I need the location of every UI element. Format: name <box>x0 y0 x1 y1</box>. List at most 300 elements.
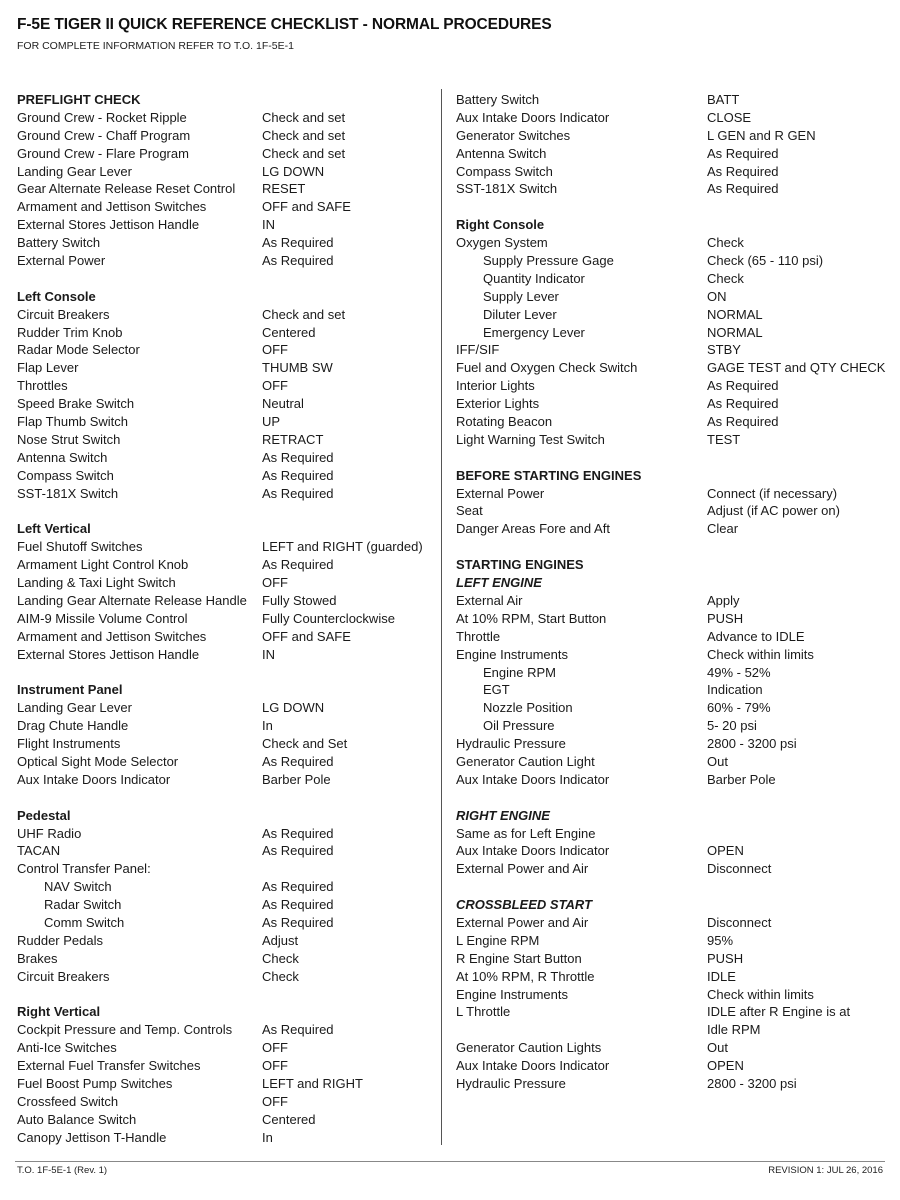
checklist-row <box>456 628 896 646</box>
checklist-row <box>456 932 896 950</box>
checklist-item: External Stores Jettison Handle <box>17 217 200 233</box>
checklist-item: Engine Instruments <box>456 646 569 662</box>
checklist-value: As Required <box>262 897 334 913</box>
checklist-item: Light Warning Test Switch <box>456 431 605 447</box>
checklist-item: Comm Switch <box>44 914 125 930</box>
checklist-value: As Required <box>262 1022 334 1038</box>
checklist-value: Indication <box>707 682 763 698</box>
checklist-item: Landing Gear Alternate Release Handle <box>17 592 247 608</box>
checklist-value: As Required <box>707 414 779 430</box>
checklist-value: PUSH <box>707 610 744 626</box>
checklist-item: Aux Intake Doors Indicator <box>456 109 610 125</box>
checklist-row <box>456 681 896 699</box>
checklist-row <box>456 753 896 771</box>
checklist-value: BATT <box>707 92 740 107</box>
checklist-row <box>456 735 896 753</box>
checklist-value: Neutral <box>262 396 304 412</box>
checklist-section-continued <box>456 91 896 198</box>
checklist-value: OFF <box>262 1040 288 1056</box>
subsection-heading: RIGHT ENGINE <box>456 807 550 823</box>
checklist-value: OFF and SAFE <box>262 199 351 215</box>
checklist-item: TACAN <box>17 843 61 859</box>
checklist-value: Check and set <box>262 145 346 161</box>
checklist-row <box>17 431 437 449</box>
checklist-value: 5- 20 psi <box>707 718 757 734</box>
checklist-item: Rudder Trim Knob <box>17 324 123 340</box>
checklist-item: Oil Pressure <box>483 718 555 734</box>
checklist-row <box>456 986 896 1004</box>
checklist-value: TEST <box>707 431 741 447</box>
checklist-row <box>456 145 896 163</box>
checklist-row <box>17 610 437 628</box>
checklist-value: IN <box>262 646 275 662</box>
checklist-row <box>17 216 437 234</box>
section-heading: BEFORE STARTING ENGINES <box>456 467 642 483</box>
checklist-item: Engine Instruments <box>456 986 569 1002</box>
checklist-row <box>17 1021 437 1039</box>
checklist-value: As Required <box>262 825 334 841</box>
checklist-value: LG DOWN <box>262 163 325 179</box>
checklist-value: 2800 - 3200 psi <box>707 1076 797 1091</box>
document-title: F-5E TIGER II QUICK REFERENCE CHECKLIST - NORMAL PROCEDURES <box>17 16 552 33</box>
checklist-item: Aux Intake Doors Indicator <box>456 843 610 859</box>
checklist-item: Landing Gear Lever <box>17 163 132 179</box>
checklist-row <box>17 825 437 843</box>
checklist-value: OPEN <box>707 1058 744 1074</box>
checklist-row <box>17 735 437 753</box>
section-heading: PREFLIGHT CHECK <box>17 92 141 107</box>
checklist-value: As Required <box>707 181 779 197</box>
checklist-item: Interior Lights <box>456 378 535 394</box>
checklist-item: Danger Areas Fore and Aft <box>456 521 610 537</box>
checklist-section <box>17 91 437 270</box>
checklist-item: Same as for Left Engine <box>456 825 596 841</box>
checklist-row <box>456 270 896 288</box>
checklist-row <box>17 359 437 377</box>
checklist-item: Antenna Switch <box>17 449 108 465</box>
checklist-value: As Required <box>262 485 334 501</box>
checklist-item: SST-181X Switch <box>17 485 119 501</box>
checklist-value: As Required <box>707 145 779 161</box>
checklist-item: Exterior Lights <box>456 396 540 412</box>
checklist-value: 95% <box>707 932 734 948</box>
checklist-value: As Required <box>707 396 779 412</box>
checklist-row <box>456 306 896 324</box>
checklist-item: IFF/SIF <box>456 342 500 358</box>
checklist-value: Check and set <box>262 109 346 125</box>
checklist-value: Check <box>262 950 299 966</box>
checklist-value: Disconnect <box>707 914 772 930</box>
checklist-row <box>17 252 437 270</box>
checklist-row <box>17 198 437 216</box>
checklist-item: Compass Switch <box>17 467 114 483</box>
section-heading: Right Console <box>456 217 545 233</box>
checklist-section <box>456 807 896 879</box>
checklist-row <box>456 109 896 127</box>
checklist-value: Check <box>707 235 744 251</box>
checklist-value: UP <box>262 414 281 430</box>
checklist-row <box>456 592 896 610</box>
checklist-section <box>17 681 437 788</box>
footer-revision-date: REVISION 1: JUL 26, 2016 <box>768 1165 883 1176</box>
checklist-row <box>17 878 437 896</box>
checklist-value: Check within limits <box>707 986 814 1002</box>
checklist-section <box>456 556 896 789</box>
checklist-row <box>456 359 896 377</box>
checklist-value: OFF <box>262 378 288 394</box>
checklist-value: ON <box>707 288 727 304</box>
checklist-item: EGT <box>483 682 510 698</box>
checklist-item: External Fuel Transfer Switches <box>17 1058 201 1074</box>
checklist-item: Cockpit Pressure and Temp. Controls <box>17 1022 233 1038</box>
checklist-value: As Required <box>707 163 779 179</box>
checklist-row <box>456 968 896 986</box>
section-heading: Left Console <box>17 288 96 304</box>
checklist-value: As Required <box>262 753 334 769</box>
checklist-row <box>456 127 896 145</box>
checklist-item: Throttles <box>17 378 68 394</box>
checklist-value: Barber Pole <box>262 771 331 787</box>
checklist-item: L Engine RPM <box>456 932 540 948</box>
checklist-row <box>456 1039 896 1057</box>
checklist-row <box>456 288 896 306</box>
checklist-row <box>17 145 437 163</box>
checklist-section <box>456 216 896 449</box>
checklist-row <box>456 771 896 789</box>
checklist-value: Out <box>707 1040 728 1056</box>
checklist-item: Fuel Shutoff Switches <box>17 539 143 555</box>
checklist-value: IDLE <box>707 968 736 984</box>
checklist-item: NAV Switch <box>44 879 112 895</box>
checklist-row <box>456 825 896 843</box>
checklist-row <box>17 771 437 789</box>
checklist-row <box>17 699 437 717</box>
checklist-value: Check (65 - 110 psi) <box>707 253 824 269</box>
section-heading: Instrument Panel <box>17 682 123 698</box>
checklist-section <box>456 896 896 1093</box>
checklist-item: Ground Crew - Rocket Ripple <box>17 109 187 125</box>
checklist-row <box>456 1057 896 1075</box>
checklist-item: Engine RPM <box>483 664 556 680</box>
checklist-value: Connect (if necessary) <box>707 485 838 501</box>
checklist-item: Supply Lever <box>483 288 559 304</box>
checklist-value: As Required <box>707 378 779 394</box>
checklist-item: L Throttle <box>456 1004 511 1020</box>
checklist-value: Check and Set <box>262 736 348 752</box>
checklist-item: Armament Light Control Knob <box>17 557 189 573</box>
checklist-item: External Power and Air <box>456 861 589 877</box>
checklist-row <box>17 395 437 413</box>
checklist-row <box>456 180 896 198</box>
checklist-item: Antenna Switch <box>456 145 547 161</box>
checklist-value: Check <box>707 270 744 286</box>
checklist-item: Radar Mode Selector <box>17 342 140 358</box>
checklist-value: As Required <box>262 253 334 269</box>
checklist-value: OFF and SAFE <box>262 628 351 644</box>
checklist-item: Landing & Taxi Light Switch <box>17 575 176 591</box>
checklist-row <box>17 234 437 252</box>
checklist-row <box>17 341 437 359</box>
checklist-value: OFF <box>262 575 288 591</box>
checklist-row <box>456 324 896 342</box>
checklist-value: As Required <box>262 914 334 930</box>
document-subtitle: FOR COMPLETE INFORMATION REFER TO T.O. 1F-5E-1 <box>17 40 294 52</box>
checklist-value: As Required <box>262 467 334 483</box>
checklist-row <box>17 1129 437 1147</box>
checklist-item: SST-181X Switch <box>456 181 558 197</box>
checklist-value: Out <box>707 753 728 769</box>
checklist-value: In <box>262 718 273 734</box>
checklist-row <box>456 1075 896 1093</box>
checklist-row <box>456 234 896 252</box>
checklist-item: Diluter Lever <box>483 306 557 322</box>
checklist-row <box>456 431 896 449</box>
checklist-value <box>262 860 437 878</box>
checklist-item: Drag Chute Handle <box>17 718 129 734</box>
checklist-value: Fully Counterclockwise <box>262 610 395 626</box>
checklist-row <box>456 950 896 968</box>
checklist-row <box>17 306 437 324</box>
checklist-item: Aux Intake Doors Indicator <box>456 771 610 787</box>
checklist-value: As Required <box>262 879 334 895</box>
checklist-row <box>17 1093 437 1111</box>
checklist-item: Flight Instruments <box>17 736 121 752</box>
checklist-item: Compass Switch <box>456 163 553 179</box>
checklist-row <box>456 664 896 682</box>
checklist-value: Adjust (if AC power on) <box>707 503 840 519</box>
checklist-row <box>17 556 437 574</box>
checklist-item: Quantity Indicator <box>483 270 585 286</box>
checklist-item: Rotating Beacon <box>456 414 553 430</box>
checklist-row <box>456 502 896 520</box>
checklist-item: Circuit Breakers <box>17 968 110 984</box>
checklist-item: Battery Switch <box>456 92 540 107</box>
checklist-row <box>17 860 437 878</box>
checklist-value: OFF <box>262 1093 288 1109</box>
checklist-item: Nozzle Position <box>483 700 573 716</box>
checklist-item: At 10% RPM, R Throttle <box>456 968 595 984</box>
checklist-value: LEFT and RIGHT (guarded) <box>262 539 423 555</box>
checklist-value: STBY <box>707 342 741 358</box>
checklist-row <box>17 449 437 467</box>
subsection-heading: LEFT ENGINE <box>456 575 542 591</box>
checklist-row <box>17 127 437 145</box>
checklist-row <box>456 646 896 664</box>
checklist-item: External Air <box>456 592 523 608</box>
checklist-item: Supply Pressure Gage <box>483 253 614 269</box>
checklist-value: Centered <box>262 1111 316 1127</box>
checklist-value: As Required <box>262 557 334 573</box>
checklist-row <box>456 485 896 503</box>
subsection-heading: CROSSBLEED START <box>456 897 593 913</box>
checklist-row <box>17 1111 437 1129</box>
checklist-value: Apply <box>707 592 740 608</box>
checklist-value: As Required <box>262 235 334 251</box>
checklist-value: As Required <box>262 843 334 859</box>
checklist-row <box>17 753 437 771</box>
checklist-row <box>17 842 437 860</box>
left-column <box>17 91 437 1164</box>
checklist-value: GAGE TEST and QTY CHECK <box>707 360 886 376</box>
checklist-value: NORMAL <box>707 306 763 322</box>
checklist-value: PUSH <box>707 950 744 966</box>
checklist-row <box>456 163 896 181</box>
checklist-row <box>456 395 896 413</box>
checklist-item: At 10% RPM, Start Button <box>456 610 607 626</box>
checklist-item: Generator Caution Lights <box>456 1040 602 1056</box>
checklist-row <box>17 592 437 610</box>
checklist-row <box>17 485 437 503</box>
checklist-item: Canopy Jettison T-Handle <box>17 1129 167 1145</box>
checklist-value: Advance to IDLE <box>707 628 805 644</box>
checklist-item: Landing Gear Lever <box>17 700 132 716</box>
checklist-row <box>456 699 896 717</box>
checklist-value: Clear <box>707 521 739 537</box>
checklist-item: Generator Caution Light <box>456 753 595 769</box>
checklist-item: External Power and Air <box>456 914 589 930</box>
checklist-row <box>17 109 437 127</box>
checklist-row <box>17 538 437 556</box>
checklist-row <box>17 628 437 646</box>
checklist-row <box>17 932 437 950</box>
checklist-value: Check and set <box>262 306 346 322</box>
checklist-item: Fuel and Oxygen Check Switch <box>456 360 638 376</box>
checklist-value: RETRACT <box>262 431 324 447</box>
checklist-item: Brakes <box>17 950 58 966</box>
checklist-row <box>17 574 437 592</box>
checklist-value: CLOSE <box>707 109 752 125</box>
column-divider <box>441 89 442 1145</box>
checklist-value: IDLE after R Engine is at Idle RPM <box>707 1004 851 1038</box>
checklist-item: Armament and Jettison Switches <box>17 199 207 215</box>
checklist-row <box>456 341 896 359</box>
checklist-value: THUMB SW <box>262 360 333 376</box>
checklist-value: L GEN and R GEN <box>707 127 816 143</box>
checklist-item: External Power <box>17 253 106 269</box>
checklist-row <box>17 1075 437 1093</box>
checklist-item: Control Transfer Panel: <box>17 861 151 877</box>
checklist-row <box>456 914 896 932</box>
checklist-item: Battery Switch <box>17 235 101 251</box>
checklist-item: Throttle <box>456 628 501 644</box>
checklist-item: Ground Crew - Chaff Program <box>17 127 191 143</box>
checklist-item: Gear Alternate Release Reset Control <box>17 181 236 197</box>
checklist-value: Check and set <box>262 127 346 143</box>
checklist-value: Barber Pole <box>707 771 776 787</box>
checklist-value: Adjust <box>262 932 299 948</box>
checklist-value: 49% - 52% <box>707 664 771 680</box>
checklist-item: Hydraulic Pressure <box>456 736 566 752</box>
checklist-section <box>17 288 437 503</box>
section-heading: Pedestal <box>17 807 71 823</box>
checklist-item: Flap Thumb Switch <box>17 414 129 430</box>
checklist-item: Emergency Lever <box>483 324 585 340</box>
checklist-value: NORMAL <box>707 324 763 340</box>
checklist-value: RESET <box>262 181 306 197</box>
checklist-item: R Engine Start Button <box>456 950 582 966</box>
section-heading: Left Vertical <box>17 521 91 537</box>
checklist-row <box>17 968 437 986</box>
checklist-row <box>17 377 437 395</box>
checklist-row <box>456 860 896 878</box>
checklist-item: UHF Radio <box>17 825 82 841</box>
checklist-row <box>17 180 437 198</box>
checklist-row <box>17 467 437 485</box>
checklist-item: Aux Intake Doors Indicator <box>17 771 171 787</box>
checklist-item: Armament and Jettison Switches <box>17 628 207 644</box>
checklist-item: External Power <box>456 485 545 501</box>
checklist-row <box>17 163 437 181</box>
section-heading: Right Vertical <box>17 1004 101 1020</box>
checklist-item: External Stores Jettison Handle <box>17 646 200 662</box>
checklist-item: Oxygen System <box>456 235 548 251</box>
checklist-value: As Required <box>262 449 334 465</box>
checklist-row <box>17 324 437 342</box>
checklist-row <box>17 646 437 664</box>
checklist-item: Ground Crew - Flare Program <box>17 145 189 161</box>
checklist-item: Aux Intake Doors Indicator <box>456 1058 610 1074</box>
checklist-item: Rudder Pedals <box>17 932 103 948</box>
checklist-item: Seat <box>456 503 483 519</box>
right-column <box>456 91 896 1111</box>
checklist-row <box>17 1039 437 1057</box>
checklist-value: OFF <box>262 342 288 358</box>
checklist-row <box>17 717 437 735</box>
checklist-item: Radar Switch <box>44 897 122 913</box>
checklist-value <box>707 825 896 843</box>
checklist-value: Check <box>262 968 299 984</box>
checklist-section <box>17 520 437 663</box>
checklist-row <box>456 717 896 735</box>
checklist-row <box>17 914 437 932</box>
checklist-item: Anti-Ice Switches <box>17 1040 117 1056</box>
checklist-row <box>456 842 896 860</box>
checklist-item: AIM-9 Missile Volume Control <box>17 610 188 626</box>
checklist-section <box>17 807 437 986</box>
checklist-row <box>456 252 896 270</box>
checklist-row <box>456 377 896 395</box>
checklist-item: Optical Sight Mode Selector <box>17 753 179 769</box>
section-heading: STARTING ENGINES <box>456 557 584 573</box>
checklist-row <box>456 610 896 628</box>
checklist-row <box>456 1003 896 1039</box>
checklist-value: 2800 - 3200 psi <box>707 736 797 752</box>
footer-document-number: T.O. 1F-5E-1 (Rev. 1) <box>17 1165 108 1176</box>
checklist-value: IN <box>262 217 275 233</box>
checklist-value: In <box>262 1129 273 1145</box>
checklist-value: LG DOWN <box>262 700 325 716</box>
checklist-value: OFF <box>262 1058 288 1074</box>
checklist-item: Circuit Breakers <box>17 306 110 322</box>
checklist-row <box>17 1057 437 1075</box>
checklist-row <box>17 413 437 431</box>
checklist-item: Fuel Boost Pump Switches <box>17 1075 173 1091</box>
checklist-item: Hydraulic Pressure <box>456 1076 566 1091</box>
checklist-item: Generator Switches <box>456 127 571 143</box>
checklist-row <box>17 896 437 914</box>
checklist-item: Auto Balance Switch <box>17 1111 137 1127</box>
footer-rule <box>15 1161 885 1162</box>
checklist-row <box>456 91 896 109</box>
checklist-item: Crossfeed Switch <box>17 1093 119 1109</box>
checklist-value: Check within limits <box>707 646 814 662</box>
checklist-value: 60% - 79% <box>707 700 771 716</box>
checklist-value: Fully Stowed <box>262 592 337 608</box>
checklist-item: Speed Brake Switch <box>17 396 135 412</box>
checklist-row <box>17 950 437 968</box>
checklist-value: Disconnect <box>707 861 772 877</box>
checklist-section <box>456 467 896 539</box>
